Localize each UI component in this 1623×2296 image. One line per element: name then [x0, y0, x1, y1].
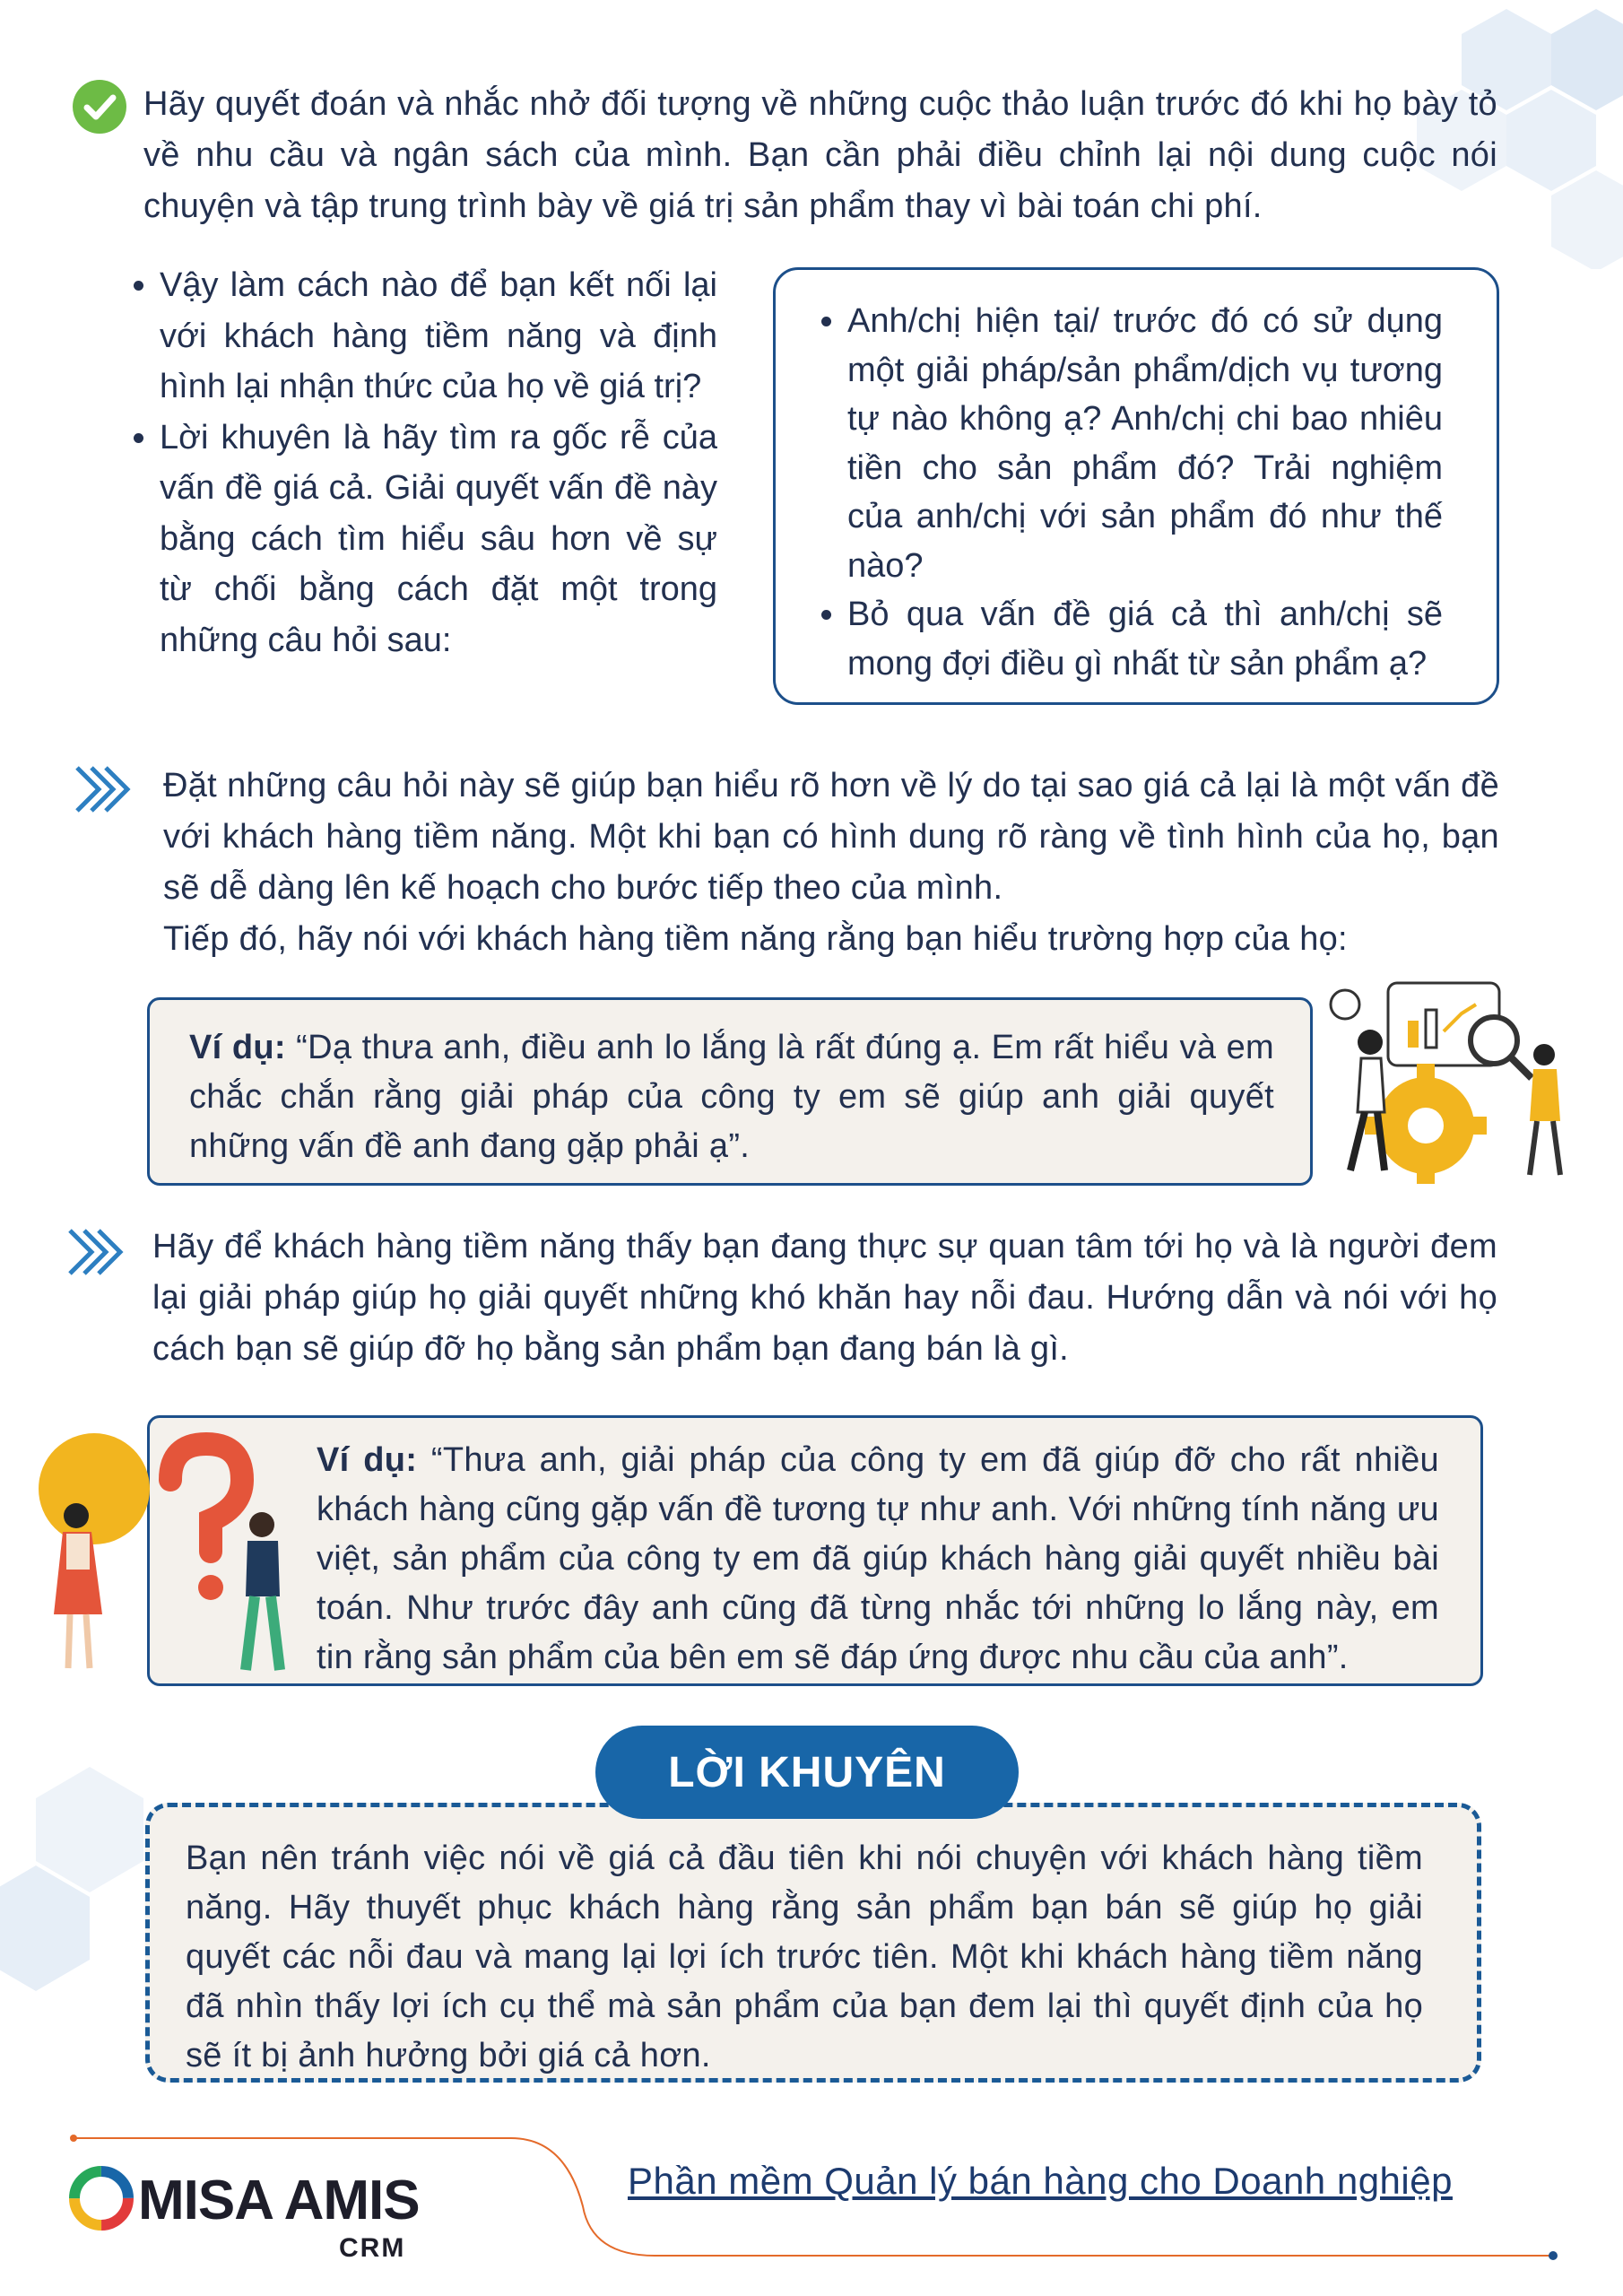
gear-team-illustration — [1291, 978, 1578, 1184]
tip-box — [145, 1803, 1481, 2083]
example-1-text — [189, 1023, 1274, 1171]
tip-title-badge: LỜI KHUYÊN — [595, 1726, 1019, 1819]
double-chevron-icon — [72, 762, 135, 816]
example-label: Ví dụ: — [189, 1029, 286, 1066]
product-link[interactable]: Phần mềm Quản lý bán hàng cho Doanh nghiệp — [628, 2160, 1453, 2202]
example-2-text — [317, 1436, 1439, 1683]
question-people-illustration — [27, 1426, 314, 1686]
explanation-followup: Tiếp đó, hãy nói với khách hàng tiềm năng rằng bạn hiểu trường hợp của họ: — [163, 920, 1348, 958]
brand-name: MISA AMIS — [138, 2170, 420, 2231]
tip-text: Bạn nên tránh việc nói về giá cả đầu tiên khi nói chuyện với khách hàng tiềm năng. Hãy thuyết phục khách hàng rằng sản phẩm bạn bán sẽ giúp họ giải quyết các nỗi đau và mang lại lợi ích trước tiên. Một khi khách hàng tiềm năng đã nhìn thấy lợi ích cụ thể mà sản phẩm của bạn đem lại thì quyết định của họ sẽ ít bị ảnh hưởng bởi giá cả hơn. — [186, 1839, 1423, 2074]
example-quote: “Thưa anh, giải pháp của công ty em đã giúp đỡ cho rất nhiều khách hàng cũng gặp vấn đề tương tự như anh. Với những tính năng ưu việt, sản phẩm của công ty em đã giúp khách hàng giải quyết nhiều bài toán. Như trước đây anh cũng đã từng nhắc tới những lo lắng này, em tin rằng sản phẩm của bên em sẽ đáp ứng được nhu cầu của anh”. — [317, 1441, 1439, 1676]
example-label: Ví dụ: — [317, 1441, 418, 1479]
check-circle-icon — [72, 79, 127, 135]
example-box-2 — [147, 1415, 1483, 1686]
left-bullet-list — [117, 260, 717, 665]
question-box — [773, 267, 1499, 705]
double-chevron-icon — [65, 1225, 127, 1279]
intro-paragraph: Hãy quyết đoán và nhắc nhở đối tượng về những cuộc thảo luận trước đó khi họ bày tỏ về nhu cầu và ngân sách của mình. Bạn cần phải điều chỉnh lại nội dung cuộc nói chuyện và tập trung trình bày về giá trị sản phẩm thay vì bài toán chi phí. — [143, 85, 1497, 225]
list-item: • Lời khuyên là hãy tìm ra gốc rễ của vấn đề giá cả. Giải quyết vấn đề này bằng cách tìm hiểu sâu hơn về sự từ chối bằng cách đặt một trong những câu hỏi sau: — [160, 413, 717, 666]
care-paragraph: Hãy để khách hàng tiềm năng thấy bạn đang thực sự quan tâm tới họ và là người đem lại giải pháp giúp họ giải quyết những khó khăn hay nỗi đau. Hướng dẫn và nói với họ cách bạn sẽ giúp đỡ họ bằng sản phẩm bạn đang bán là gì. — [152, 1228, 1497, 1368]
list-item: • Vậy làm cách nào để bạn kết nối lại với khách hàng tiềm năng và định hình lại nhận thức của họ về giá trị? — [160, 260, 717, 413]
explanation-paragraph — [163, 761, 1499, 965]
list-item: • Anh/chị hiện tại/ trước đó có sử dụng một giải pháp/sản phẩm/dịch vụ tương tự nào không ạ? Anh/chị chi bao nhiêu tiền cho sản phẩm đó? Trải nghiệm của anh/chị với sản phẩm đó như thế nào? — [847, 297, 1443, 590]
example-box-1 — [147, 997, 1313, 1186]
list-item: • Bỏ qua vấn đề giá cả thì anh/chị sẽ mong đợi điều gì nhất từ sản phẩm ạ? — [847, 590, 1443, 688]
brand-subtitle: CRM — [339, 2233, 406, 2263]
misa-logo-icon — [68, 2165, 135, 2231]
example-quote: “Dạ thưa anh, điều anh lo lắng là rất đúng ạ. Em rất hiểu và em chắc chắn rằng giải pháp của công ty em sẽ giúp anh giải quyết những vấn đề anh đang gặp phải ạ”. — [189, 1029, 1275, 1165]
explanation-text: Đặt những câu hỏi này sẽ giúp bạn hiểu rõ hơn về lý do tại sao giá cả lại là một vấn đề với khách hàng tiềm năng. Một khi bạn có hình dung rõ ràng về tình hình của họ, bạn sẽ dễ dàng lên kế hoạch cho bước tiếp theo của mình. — [163, 767, 1499, 907]
